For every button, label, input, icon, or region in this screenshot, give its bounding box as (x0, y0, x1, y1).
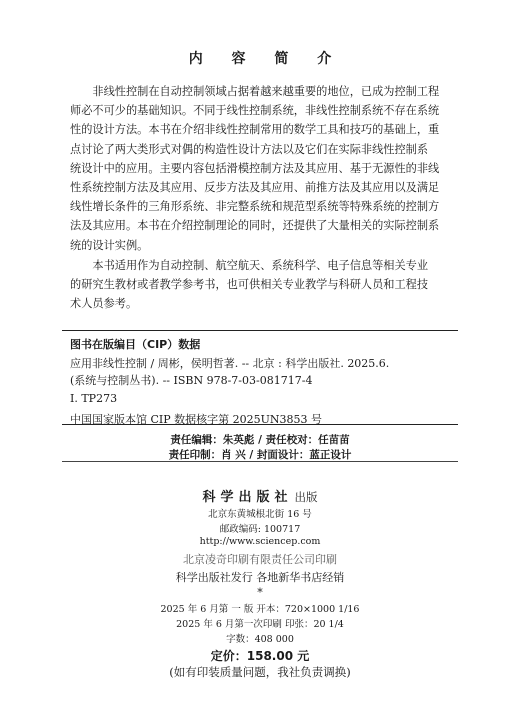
publisher-seal: 科学出版社 (202, 490, 293, 505)
summary-line: 统设计中的应用。主要内容包括滑模控制方法及其应用、基于无源性的非线 (70, 161, 440, 175)
summary-line: 术人员参考。 (70, 297, 138, 311)
publisher-postcode: 邮政编码: 100717 (219, 524, 301, 535)
cip-bottom-rule (62, 424, 458, 425)
publisher-website: http://www.sciencep.com (199, 536, 321, 547)
printing-line: 2025 年 6 月第一次印刷 印张：20 1/4 (176, 619, 344, 630)
credits-line-2: 责任印制：肖 兴 / 封面设计：蓝正设计 (168, 449, 352, 461)
publisher-line (0, 486, 520, 505)
cip-line-4: 中国国家版本馆 CIP 数据核字第 2025UN3853 号 (70, 413, 323, 426)
summary-paragraph-1 (70, 82, 448, 255)
credits-line-1: 责任编辑：朱英彪 / 责任校对：任苗苗 (170, 434, 350, 446)
credits-rule (62, 461, 458, 462)
publisher-address: 北京东黄城根北街 16 号 (208, 509, 312, 520)
summary-text-2 (70, 256, 448, 314)
separator-star: * (257, 586, 263, 599)
quality-notice: (如有印装质量问题，我社负责调换) (169, 665, 351, 679)
wordcount-line: 字数：408 000 (226, 634, 294, 645)
cip-line-1: 应用非线性控制 / 周彬，侯明哲著. -- 北京 : 科学出版社. 2025.6. (70, 357, 390, 370)
summary-line: 性系统控制方法及其应用、反步方法及其应用、前推方法及其应用以及满足 (70, 181, 440, 195)
cip-line-3: I. TP273 (70, 392, 118, 405)
summary-line: 的研究生教材或者教学参考书，也可供相关专业教学与科研人员和工程技 (70, 278, 429, 292)
summary-line: 统的设计实例。 (70, 238, 149, 252)
cip-top-rule (62, 330, 458, 331)
summary-title: 内 容 简 介 (188, 51, 344, 67)
cip-line-2: (系统与控制丛书). -- ISBN 978-7-03-081717-4 (70, 374, 313, 387)
summary-line: 法及其应用。本书在介绍控制理论的同时，还提供了大量相关的实际控制系 (70, 219, 440, 233)
summary-line: 非线性控制在自动控制领域占据着越来越重要的地位，已成为控制工程 (92, 85, 440, 98)
summary-line: 点讨论了两大类形式对偶的构造性设计方法以及它们在实际非线性控制系 (70, 142, 429, 156)
summary-paragraph-2 (70, 256, 448, 314)
publisher-suffix: 出版 (294, 490, 318, 504)
cip-heading: 图书在版编目（CIP）数据 (70, 338, 201, 351)
summary-line: 线性增长条件的三角形系统、非完整系统和规范型系统等特殊系统的控制方 (70, 200, 440, 214)
printer-line: 北京凌奇印刷有限责任公司印刷 (183, 553, 337, 566)
summary-line: 师必不可少的基础知识。不同于线性控制系统，非线性控制系统不存在系统 (70, 104, 440, 118)
summary-line: 本书适用作为自动控制、航空航天、系统科学、电子信息等相关专业 (92, 259, 429, 272)
summary-line: 性的设计方法。本书在介绍非线性控制常用的数学工具和技巧的基础上，重 (70, 123, 440, 137)
summary-text-1 (70, 82, 448, 255)
distribution-line: 科学出版社发行 各地新华书店经销 (175, 571, 345, 584)
edition-line: 2025 年 6 月第 一 版 开本：720×1000 1/16 (160, 604, 360, 615)
price-line: 定价：158.00 元 (210, 649, 310, 663)
